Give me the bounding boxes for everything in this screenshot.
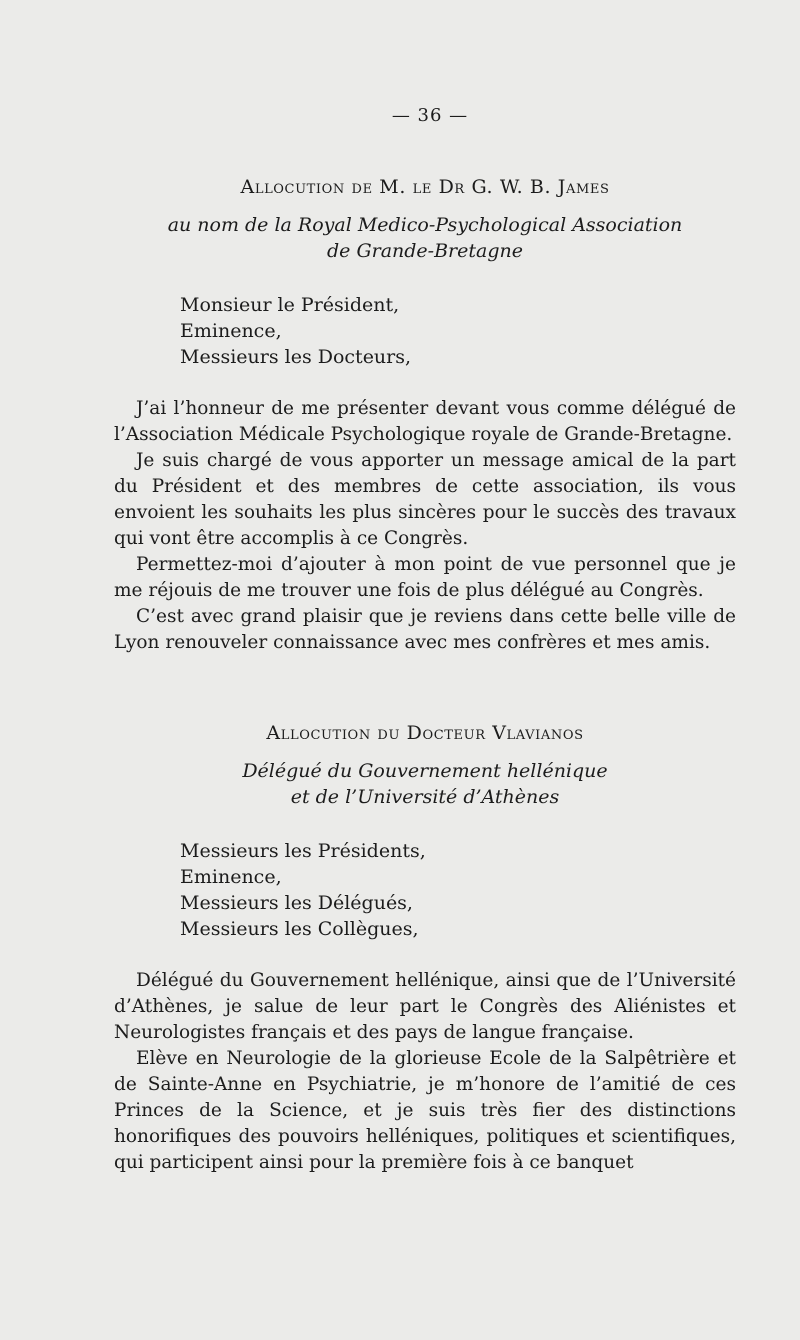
paragraph: Je suis chargé de vous apporter un message amical de la part du Président et des membres de cette association, ils vous envoient les souhaits les plus sincères pour le succès des travaux qui vont être accomplis à ce Congrès.	[114, 450, 736, 549]
body-james	[114, 396, 736, 656]
salutation-line: Messieurs les Présidents,	[180, 840, 426, 862]
salutation-line: Messieurs les Collègues,	[180, 918, 419, 940]
paragraph: Elève en Neurologie de la glorieuse Ecole de la Salpêtrière et de Sainte-Anne en Psychiatrie, je m’honore de l’amitié de ces Princes de la Science, et je suis très fier des distinctions honorifiques des pouvoirs helléniques, politiques et scientifiques, qui participent ainsi pour la première fois à ce banquet	[114, 1048, 736, 1173]
paragraph: C’est avec grand plaisir que je reviens dans cette belle ville de Lyon renouveler connaissance avec mes confrères et mes amis.	[114, 606, 736, 653]
text-column	[114, 96, 736, 1176]
section-subtitle-james	[114, 212, 736, 264]
paragraph: J’ai l’honneur de me présenter devant vous comme délégué de l’Association Médicale Psychologique royale de Grande-Bretagne.	[114, 398, 736, 445]
salutation-line: Eminence,	[180, 320, 282, 342]
salutations-james	[180, 292, 736, 370]
section-vlavianos	[114, 720, 736, 1176]
subtitle-line: Délégué du Gouvernement hellénique	[242, 760, 608, 782]
section-title-vlavianos: Allocution du Docteur Vlavianos	[266, 722, 584, 744]
salutation-line: Messieurs les Délégués,	[180, 892, 413, 914]
body-vlavianos	[114, 968, 736, 1176]
subtitle-line: et de l’Université d’Athènes	[290, 786, 560, 808]
subtitle-line: au nom de la Royal Medico-Psychological Association	[167, 214, 683, 236]
paragraph: Délégué du Gouvernement hellénique, ainsi que de l’Université d’Athènes, je salue de leur part le Congrès des Aliénistes et Neurologistes français et des pays de langue française.	[114, 970, 736, 1043]
salutations-vlavianos	[180, 838, 736, 942]
page-number: — 36 —	[391, 105, 469, 126]
paragraph: Permettez-moi d’ajouter à mon point de vue personnel que je me réjouis de me trouver une fois de plus délégué au Congrès.	[114, 554, 736, 601]
salutation-line: Monsieur le Président,	[180, 294, 400, 316]
section-subtitle-vlavianos	[114, 758, 736, 810]
section-title-james: Allocution de M. le Dr G. W. B. James	[240, 176, 610, 198]
subtitle-line: de Grande-Bretagne	[327, 240, 523, 262]
salutation-line: Messieurs les Docteurs,	[180, 346, 412, 368]
salutation-line: Eminence,	[180, 866, 282, 888]
